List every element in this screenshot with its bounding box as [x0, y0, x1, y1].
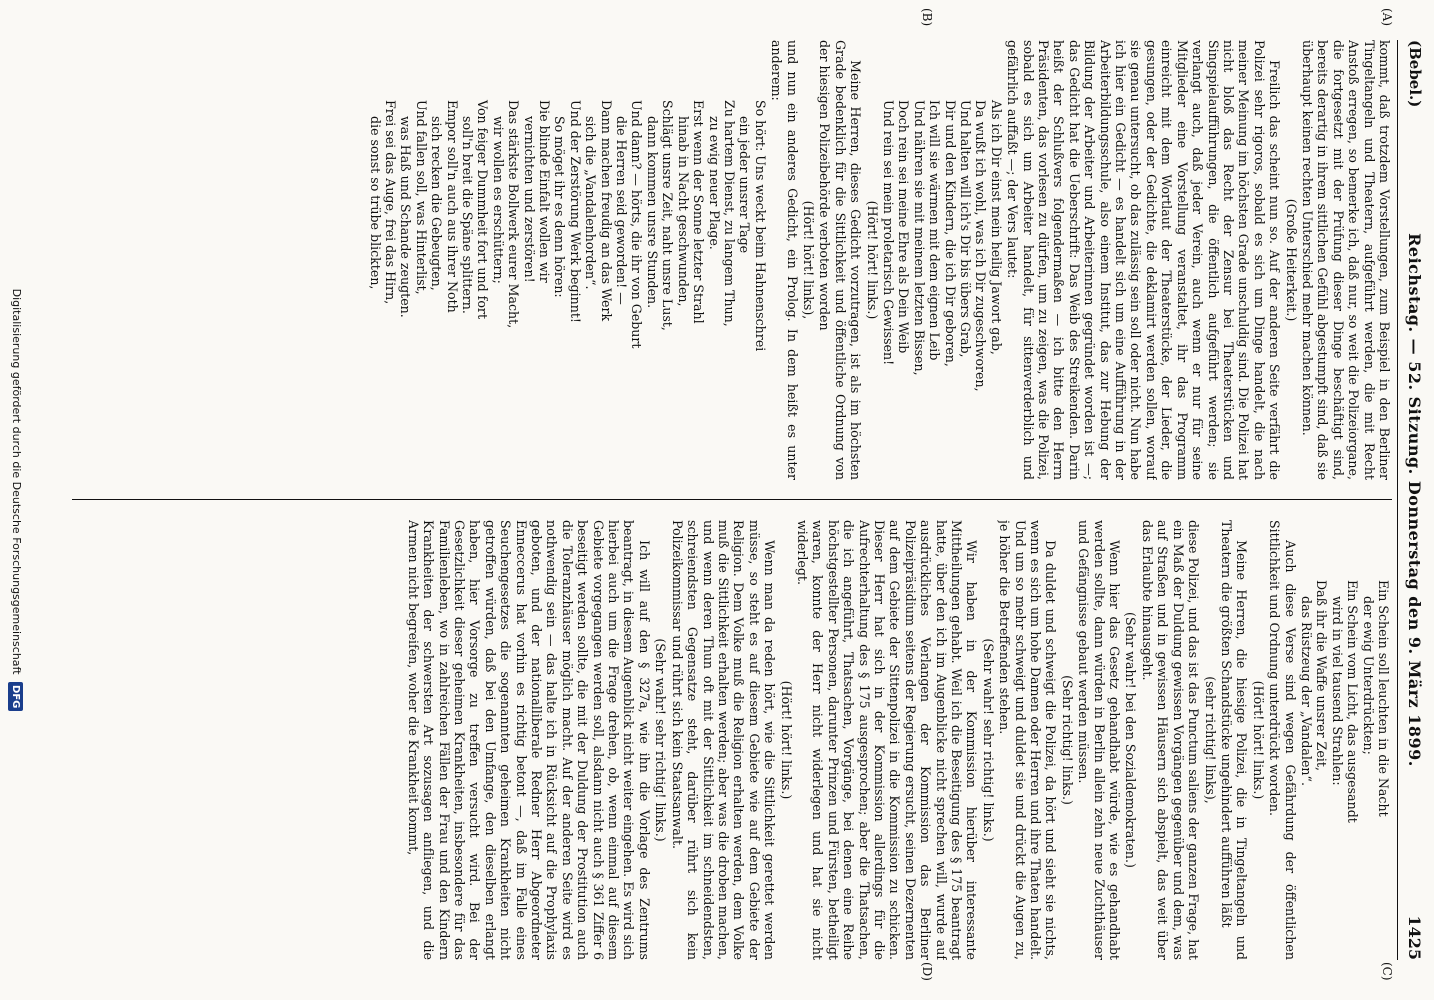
verse-line: Und halten will ich's Dir bis übers Grab, [958, 100, 974, 358]
paragraph: Meine Herren, dieses Gedicht vorzutragen, ist als im höchsten Grade bedenklich für die Sittlichkeit und öffentliche Ordnung von der hiesigen Polizeibehörde verboten worden [817, 40, 864, 480]
verse-line: Dann machen freudig an das Werk [598, 100, 614, 322]
paragraph: Wenn hier das Gesetz gehandhabt würde, wie es gehandhabt werden sollte, dann würden in Berlin allein zehn neue Zuchthäuser und Gefängnisse gebaut werden müssen. [1076, 520, 1123, 960]
verse-line: Dir und den Kindern, die ich Dir geboren, [942, 100, 958, 367]
verse-line: Das stärkste Bollwerk eurer Macht, [506, 100, 522, 329]
verse-line: das Rüstzeug der „Vandalen“. [1298, 580, 1314, 786]
reaction: (Hört! hört! links.) [864, 200, 880, 320]
reaction: (Hört! hört! links.) [778, 680, 794, 800]
verse-line: Und nähren sie mit meinem letzten Bissen, [911, 100, 927, 376]
credit-text: Digitalisierung gefördert durch die Deutsche Forschungsgemeinschaft [10, 288, 24, 675]
poem-prolog-continued [1299, 580, 1391, 960]
digitization-credit [8, 0, 24, 1000]
verse-line: So hört: Uns weckt beim Hahnenschrei [752, 100, 768, 352]
verse-line: Erst wenn der Sonne letzter Strahl [691, 100, 707, 324]
margin-marker-c: (C) [1380, 962, 1394, 981]
paragraph: diese Polizei, und das ist das Punctum saliens der ganzen Frage, hat ein Maß der Duldung gewissen Vorgängen gegenüber und dem, was auf Straßen und in gewissen Häusern sich abspielt, das weit über das Erlaubte hinausgeht. [1139, 520, 1202, 960]
paragraph: Wenn man da reden hört, wie die Sittlichkeit gerettet werden müsse, so steht es auf diesem Gebiete wie auf dem Gebiete der Religion. Dem Volke muß die Religion erhalten werden, dem Volke muß die Sittlichkeit erhalten werden; aber was die droben machen, und wenn deren Thun oft mit der Sittlichkeit im schneidendsten, schreiendsten Gegensatze steht, darüber rührt sich kein Polizeikommissar und rührt sich kein Staatsanwalt. [669, 520, 778, 960]
poem-prolog [367, 100, 768, 480]
verse-line: was Haß und Schande zeugten. [398, 100, 414, 318]
verse-line: dann kommen unsre Stunden. [644, 100, 660, 309]
reaction: (Hört! hört! links), [800, 200, 816, 320]
verse-line: Empor soll'n auch aus ihrer Noth [444, 100, 460, 313]
reaction: (Sehr wahr! sehr richtig! links.) [980, 638, 996, 842]
verse-line: zu ewig neuer Plage. [706, 100, 722, 250]
left-column [60, 40, 1392, 480]
verse-line: Ich will sie wärmen mit dem eignen Leib [927, 100, 943, 361]
verse-line: wir wollen es erschüttern; [490, 100, 506, 284]
margin-marker-d: (D) [920, 962, 934, 981]
verse-line: Die blinde Einfalt wollen wir [537, 100, 553, 283]
verse-line: sich die „Vandalenhorden“. [583, 100, 599, 290]
verse-line: sich recken die Gebeugten, [429, 100, 445, 291]
paragraph: Ich will auf den § 327a, wie ihn die Vorlage des Zentrums beantragt, in diesem Augenblick nicht weiter eingehen. Es wird sich hierbei auch um die Frage drehen, ob, wenn einmal auf diesem Gebiete vorgegangen werden soll, alsdann nicht auch § 361 Ziffer 6 beseitigt werden sollte, die mit der Duldung der Prostitution auch die Toleranzhäuser möglich macht. Auf der anderen Seite wird es nothwendig sein — das halte ich in Rücksicht auf die Prophylaxis geboten, und der nationalliberale Redner Herr Abgeordneter Enneccerus hat vorhin es richtig betont —, daß im Falle eines Seuchengesetzes die sogenannten geheimen Krankheiten nicht getroffen würden, daß bei den Umfange, den dieselben erlangt haben, hier Vorsorge zu treffen versucht wird. Bei der Gesetzlichkeit dieser geheimen Krankheiten, insbesondere für das Familienleben, wo in zahlreichen Fällen der Frau und den Kindern Krankheiten der schwersten Art sozusagen anfliegen, und die Armen nicht begreifen, woher die Krankheit kommt, [405, 520, 652, 960]
session-title: Reichstag. — 52. Sitzung. Donnerstag den 9. März 1899. [1405, 233, 1424, 767]
verse-line: Frei sei das Auge, frei das Hirn, [383, 100, 398, 305]
page-header [1397, 40, 1426, 960]
verse-line: Da wußt ich wohl, was ich Dir zugeschworen, [973, 100, 989, 392]
verse-line: Daß ihr die Waffe unsrer Zeit, [1314, 580, 1330, 771]
reaction: (Sehr wahr! bei den Sozialdemokraten.) [1123, 612, 1139, 868]
margin-marker-a: (A) [1380, 8, 1394, 27]
verse-line: Und rein sei mein proletarisch Gewissen! [881, 100, 896, 366]
verse-line: die sonst so trübe blickten, [367, 100, 383, 290]
poem-verse [881, 100, 1004, 480]
dfg-logo: DFG [8, 682, 23, 711]
verse-line: Ein Schein vom Licht, das ausgesandt [1345, 580, 1361, 823]
verse-line: hinab in Nacht geschwunden, [675, 100, 691, 307]
verse-line: Zu hartem Dienst, zu langem Thun, [721, 100, 737, 327]
verse-line: Und fallen soll, was Hinterlist, [413, 100, 429, 295]
paragraph: Freilich das scheint nun so. Auf der anderen Seite verfährt die Polizei sehr rigoros, sobald es sich um Dinge handelt, die nach meiner Meinung im höchsten Grade unschuldig sind. Die Polizei hat nicht bloß das Recht der Zensur bei Theaterstücken und Singspielaufführungen, die öffentlich aufgeführt werden; sie verlangt auch, daß jeder Verein, auch wenn er nur für seine Mitglieder eine Vorstellung veranstaltet, ihr das Programm einreicht mit dem Wortlaut der Theaterstücke, der Lieder, die gesungen, oder der Gedichte, die deklamirt werden sollen, worauf sie genau untersucht, ob das zulässig sein soll oder nicht. Nun habe ich hier ein Gedicht — es handelt sich um eine Aufführung in der Arbeiterbildungsschule, also einem Institut, das zur Hebung der Bildung der Arbeiter und Arbeiterinnen gegründet worden ist —; das Gedicht hat die Ueberschrift: Das Weib des Streikenden. Darin heißt der Schlußvers folgendermaßen — ich bitte den Herrn Präsidenten, das vorlesen zu dürfen, um zu zeigen, was die Polizei, sobald es sich um Arbeiter handelt, für sittenverderblich und gefährlich auffaßt —; der Vers lautet: [1005, 40, 1283, 480]
verse-line: der ewig Unterdrückten; [1360, 580, 1376, 755]
verse-line: Ein Schein soll leuchten in die Nacht [1376, 580, 1391, 817]
verse-line: ein jeder unsrer Tage [737, 100, 753, 254]
reaction: (sehr richtig! links), [1202, 676, 1218, 804]
verse-line: die Herren seid geworden! — [614, 100, 630, 305]
reaction: (Sehr richtig! links.) [1059, 675, 1075, 805]
paragraph: kommt, daß trotzdem Vorstellungen, zum Beispiel in den Berliner Tingeltangeln und Theatern, aufgeführt werden, die mit Recht Anstoß erregen, so bemerke ich, daß nur, so weit die Polizeiorgane, die fortgesetzt mit der Prüfung dieser Dinge beschäftigt sind, bereits derartig in ihrem sittlichen Gefühl abgestumpft sind, daß sie überhaupt keinen rechten Unterschied mehr machen können. [1299, 40, 1392, 480]
paragraph: Wir haben in der Kommission hierüber interessante Mittheilungen gehabt. Weil ich die Beseitigung des § 175 beantragt hatte, über den ich im Augenblicke nicht sprechen will, wurde auf ausdrückliches Verlangen der Kommission das Berliner Polizeipräsidium seitens der Regierung ersucht, seinen Dezernenten auf dem Gebiete der Sittenpolizei in die Kommission zu schicken. Dieser Herr hat sich in der Kommission allerdings für die Aufrechterhaltung des § 175 ausgesprochen; aber die Thatsachen, die ich angeführt, Thatsachen, Vorgänge, bei denen eine Reihe höchstgestellter Personen, darunter Prinzen und Fürsten, betheiligt waren, konnte der Herr nicht widerlegen und hat sie nicht widerlegt. [794, 520, 980, 960]
paragraph: Auch diese Verse sind wegen Gefährdung der öffentlichen Sittlichkeit und Ordnung unterdrückt worden. [1267, 520, 1298, 960]
reaction: (Sehr wahr! sehr richtig! links.) [653, 638, 669, 842]
page-number: 1425 [1405, 915, 1424, 960]
verse-line: Als ich Dir einst mein heilig Jawort gab, [988, 100, 1004, 355]
reaction: (Hört! hört! links.) [1250, 680, 1266, 800]
verse-line: Und dann? — hörts, die ihr von Geburt [629, 100, 645, 349]
right-column [60, 520, 1392, 960]
verse-line: Und der Zerstörung Werk beginnt! [567, 100, 583, 323]
paragraph: und nun ein anderes Gedicht, ein Prolog. In dem heißt es unter anderem: [769, 40, 800, 480]
verse-line: soll'n breit die Späne splittern. [460, 100, 476, 314]
verse-line: wird in viel tausend Strahlen: [1329, 580, 1345, 786]
verse-line: Schlägt unsre Zeit, naht unsre Lust, [660, 100, 676, 331]
verse-line: So möget ihr es denn hören: [552, 100, 568, 298]
column-divider [72, 499, 1392, 500]
margin-marker-b: (B) [920, 8, 934, 27]
speaker-name: (Bebel.) [1406, 40, 1424, 108]
paragraph: Meine Herren, die hiesige Polizei, die in Tingeltangeln und Theatern die größten Schandstücke ungehindert aufführen läßt [1218, 520, 1250, 960]
verse-line: Doch rein sei meine Ehre als Dein Weib [896, 100, 912, 354]
verse-line: Von feiger Dummheit fort und fort [475, 100, 491, 320]
paragraph: Da duldet und schweigt die Polizei, da hört und sieht sie nichts, wenn es sich um hohe Damen oder Herren und ihre Thaten handelt. Und um so mehr schweigt und duldet sie und drückt die Augen zu, je höher die Betreffenden stehen. [997, 520, 1059, 960]
verse-line: vernichten und zerstören! [521, 100, 537, 283]
reaction: (Große Heiterkeit.) [1283, 198, 1299, 322]
